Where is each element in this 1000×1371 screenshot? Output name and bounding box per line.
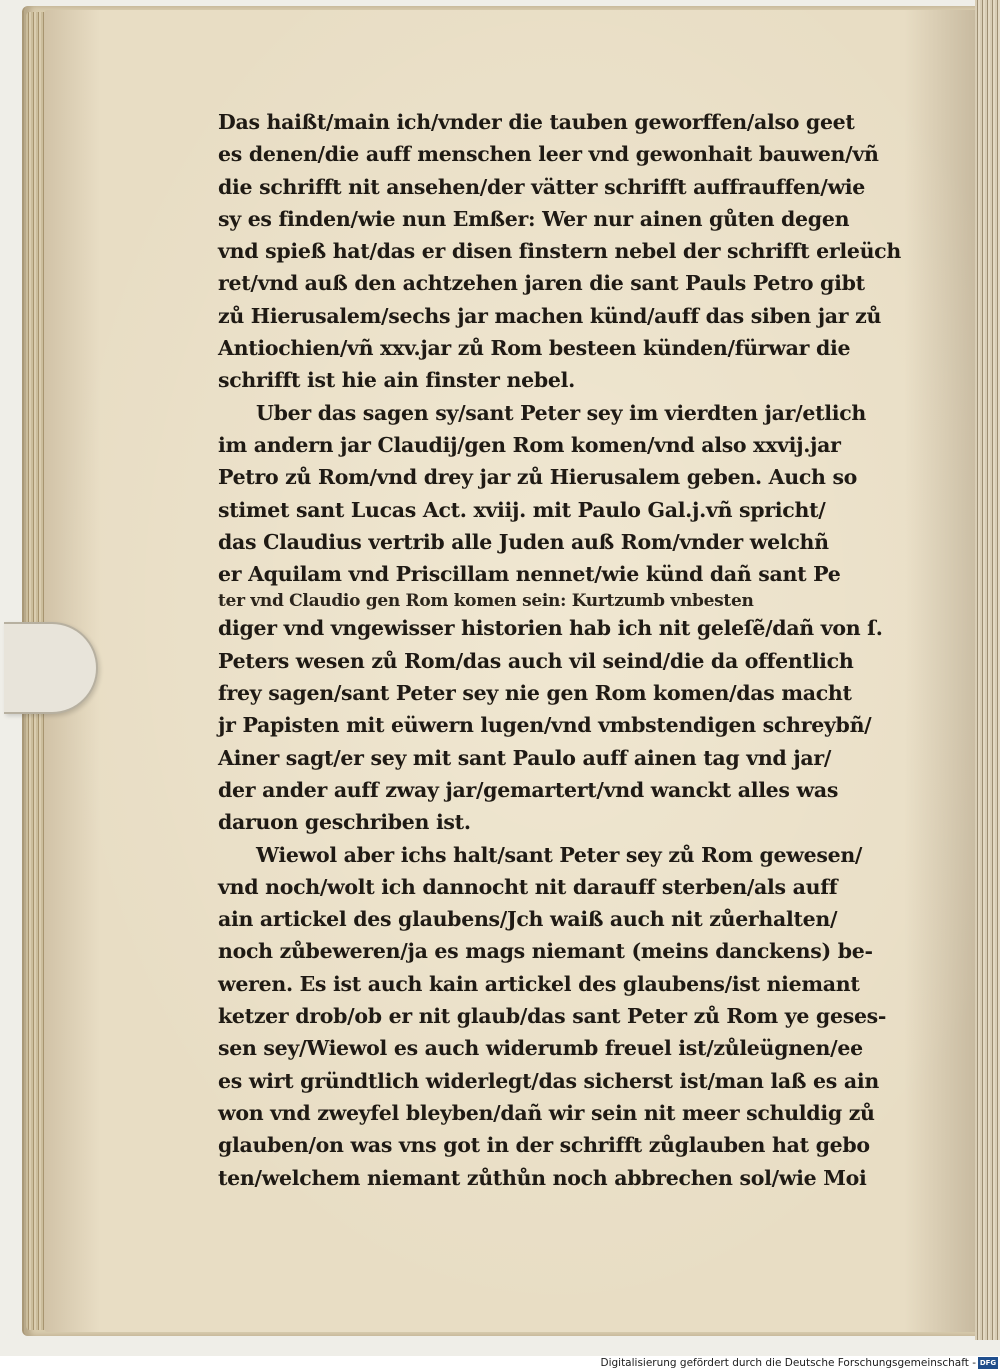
text-line: die schrifft nit ansehen/der vätter schrifft auffrauffen/wie xyxy=(218,174,866,199)
bookmark-clip xyxy=(4,622,98,714)
text-line: Peters wesen zů Rom/das auch vil seind/die da offentlich xyxy=(218,648,854,673)
text-block xyxy=(218,106,918,1194)
dfg-logo: DFG xyxy=(979,1359,997,1367)
text-line: schrifft ist hie ain finster nebel. xyxy=(218,368,575,393)
text-line: das Claudius vertrib alle Juden auß Rom/vnder welchñ xyxy=(218,529,829,554)
text-line: ter vnd Claudio gen Rom komen sein: Kurtzumb vnbesten xyxy=(218,591,754,612)
text-line: vnd noch/wolt ich dannocht nit darauff sterben/als auff xyxy=(218,874,838,899)
text-line: Wiewol aber ichs halt/sant Peter sey zů Rom gewesen/ xyxy=(256,842,863,867)
text-line: sy es finden/wie nun Emßer: Wer nur ainen gůten degen xyxy=(218,206,850,231)
text-line: won vnd zweyfel bleyben/dañ wir sein nit meer schuldig zů xyxy=(218,1100,875,1125)
text-line: ret/vnd auß den achtzehen jaren die sant Pauls Petro gibt xyxy=(218,271,865,296)
text-line: sen sey/Wiewol es auch widerumb freuel ist/zůleügnen/ee xyxy=(218,1036,863,1061)
text-line: es denen/die auff menschen leer vnd gewonhait bauwen/vñ xyxy=(218,142,879,167)
text-line: stimet sant Lucas Act. xviij. mit Paulo Gal.j.vñ spricht/ xyxy=(218,497,826,522)
footer-credit: Digitalisierung gefördert durch die Deutsche Forschungsgemeinschaft - xyxy=(600,1357,976,1369)
text-line: diger vnd vngewisser historien hab ich nit geleſẽ/dañ von ſ. xyxy=(218,616,883,641)
text-line: zů Hierusalem/sechs jar machen künd/auff das siben jar zů xyxy=(218,303,882,328)
text-line: ketzer drob/ob er nit glaub/das sant Peter zů Rom ye geses- xyxy=(218,1004,887,1029)
text-line: Ainer sagt/er sey mit sant Paulo auff ainen tag vnd jar/ xyxy=(218,745,832,770)
text-line: der ander auff zway jar/gemartert/vnd wanckt alles was xyxy=(218,777,839,802)
text-line: jr Papisten mit eüwern lugen/vnd vmbstendigen schreybñ/ xyxy=(218,713,872,738)
text-line: ten/welchem niemant zůthůn noch abbrechen sol/wie Moi xyxy=(218,1165,867,1190)
text-line: es wirt gründtlich widerlegt/das sicherst ist/man laß es ain xyxy=(218,1068,879,1093)
text-line: daruon geschriben ist. xyxy=(218,810,471,835)
text-line: frey sagen/sant Peter sey nie gen Rom komen/das macht xyxy=(218,681,852,706)
text-line: er Aquilam vnd Priscillam nennet/wie künd dañ sant Pe xyxy=(218,562,841,587)
text-line: Das haißt/main ich/vnder die tauben geworffen/also geet xyxy=(218,110,855,134)
footer-bar xyxy=(0,1356,1000,1371)
right-page-edge xyxy=(975,0,1000,1340)
text-line: weren. Es ist auch kain artickel des glaubens/ist niemant xyxy=(218,971,860,996)
text-line: Antiochien/vñ xxv.jar zů Rom besteen künden/fürwar die xyxy=(218,336,851,361)
text-line: vnd spieß hat/das er disen finstern nebel der schrifft erleüch xyxy=(218,239,901,264)
text-line: Petro zů Rom/vnd drey jar zů Hierusalem geben. Auch so xyxy=(218,465,858,490)
text-line: Uber das sagen sy/sant Peter sey im vierdten jar/etlich xyxy=(256,400,867,425)
text-line: noch zůbeweren/ja es mags niemant (meins danckens) be- xyxy=(218,939,873,964)
text-line: im andern jar Claudij/gen Rom komen/vnd also xxvij.jar xyxy=(218,432,841,457)
text-line: glauben/on was vns got in der schrifft zůglauben hat gebo xyxy=(218,1133,870,1158)
text-line: ain artickel des glaubens/Jch waiß auch nit zůerhalten/ xyxy=(218,907,838,932)
